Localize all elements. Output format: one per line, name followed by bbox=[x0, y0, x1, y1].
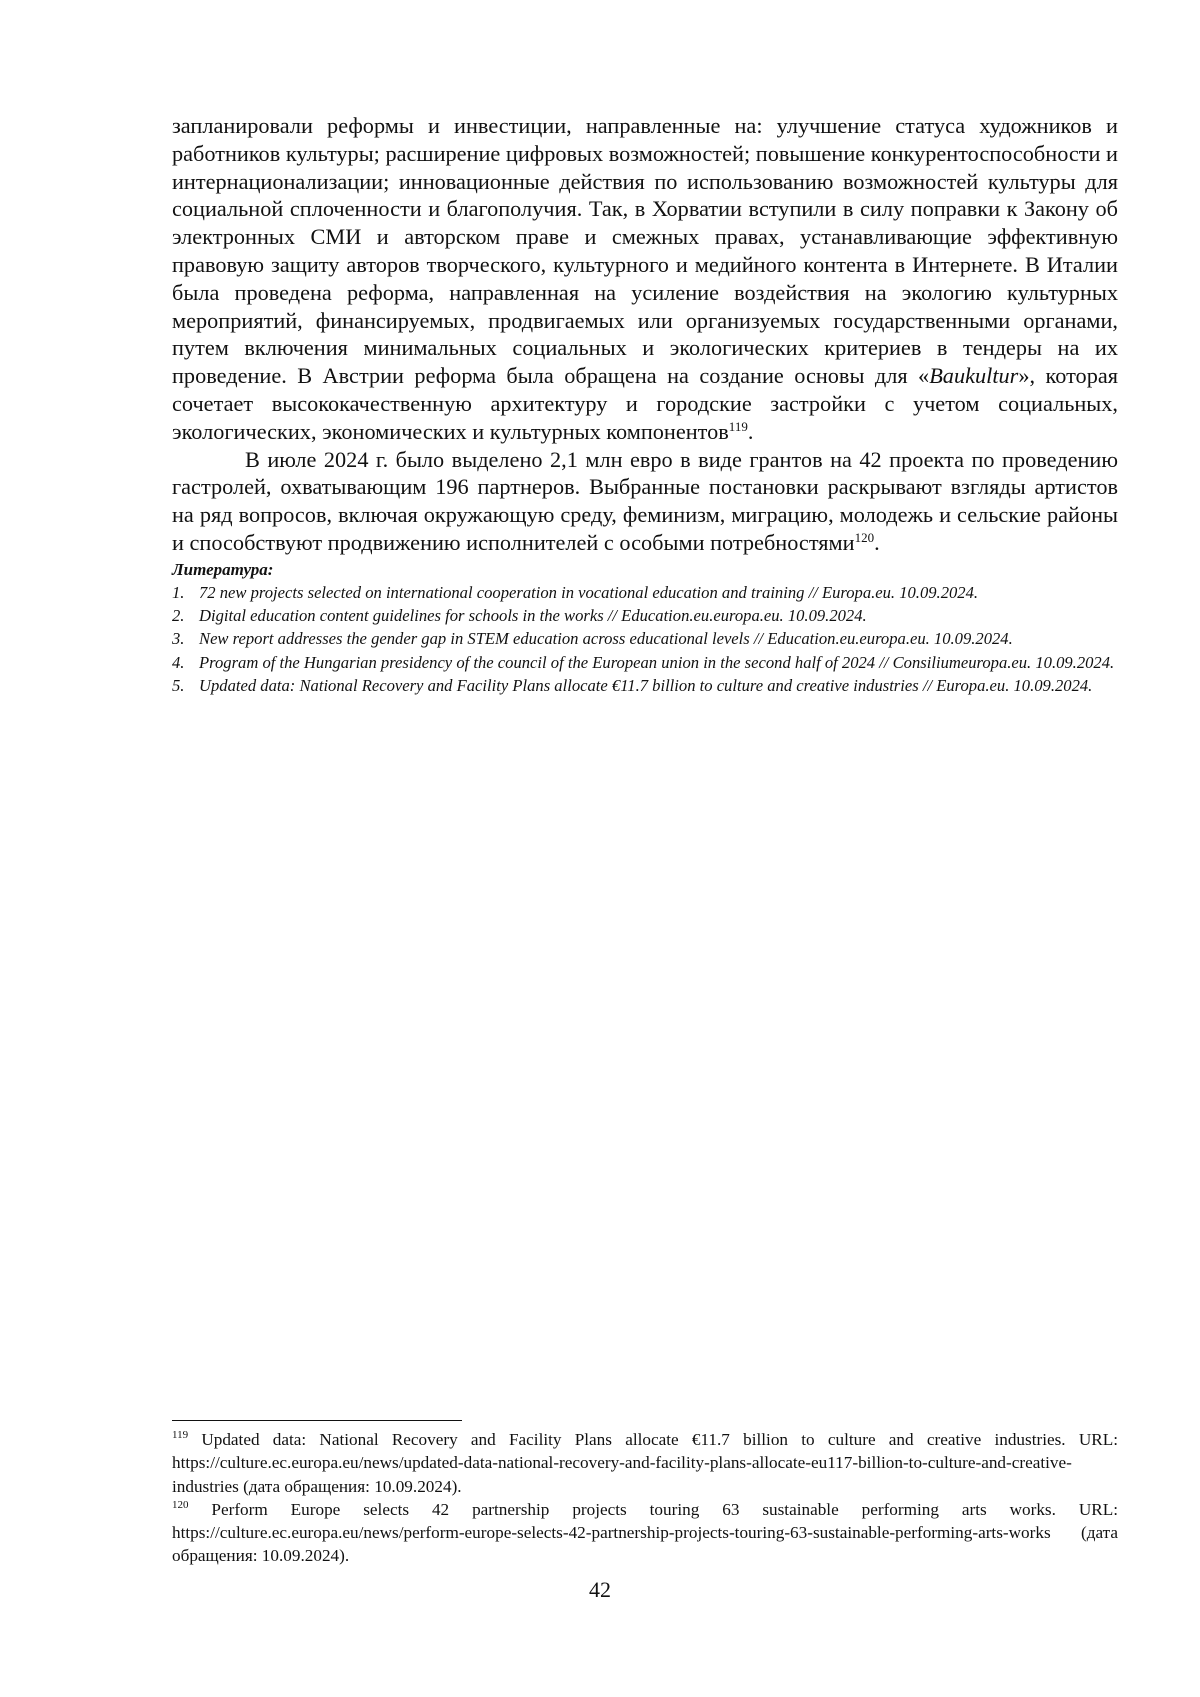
literature-item bbox=[172, 581, 1118, 604]
footnote-text: Perform Europe selects 42 partnership projects touring 63 sustainable performing arts works. URL: https://culture.ec.europa.eu/news/perform-europe-selects-42-partnership-projects-touring-63-sustainable-performing-arts-works (дата обращения: 10.09.2024). bbox=[172, 1499, 1118, 1566]
footnote-number: 120 bbox=[172, 1498, 189, 1511]
footnote-ref-119[interactable]: 119 bbox=[728, 418, 748, 434]
paragraph-1-italic-term: Baukultur bbox=[929, 363, 1019, 389]
paragraph-2-end: . bbox=[874, 529, 880, 555]
literature-item-number: 2. bbox=[172, 606, 185, 626]
literature-item-text: Digital education content guidelines for schools in the works // Education.eu.europa.eu. 10.09.2024. bbox=[199, 606, 867, 626]
literature-item-text: Updated data: National Recovery and Facility Plans allocate €11.7 billion to culture and creative industries // Europa.eu. 10.09.2024. bbox=[199, 675, 1093, 695]
paragraph-1-text-a: запланировали реформы и инвестиции, направленные на: улучшение статуса художников и работников культуры; расширение цифровых возможностей; повышение конкурентоспособности и интернационализации; инновационные действия по использованию возможностей культуры для социальной сплоченности и благополучия. Так, в Хорватии вступили в силу поправки к Закону об электронных СМИ и авторском праве и смежных правах, устанавливающие эффективную правовую защиту авторов творческого, культурного и медийного контента в Интернете. В Италии была проведена реформа, направленная на усиление воздействия на экологию культурных мероприятий, финансируемых, продвигаемых или организуемых государственными органами, путем включения минимальных социальных и экологических критериев в тендеры на их проведение. В Австрии реформа была обращена на создание основы для « bbox=[172, 113, 1118, 389]
literature-heading: Литература: bbox=[172, 559, 274, 579]
paragraph-2-text: В июле 2024 г. было выделено 2,1 млн евро в виде грантов на 42 проекта по проведению гастролей, охватывающим 196 партнеров. Выбранные постановки раскрывают взгляды артистов на ряд вопросов, включая окружающую среду, феминизм, миграцию, молодежь и сельские районы и способствуют продвижению исполнителей с особыми потребностями bbox=[172, 446, 1118, 555]
footnotes bbox=[172, 1428, 1118, 1568]
footnote-119 bbox=[172, 1428, 1118, 1498]
body-paragraph-1 bbox=[172, 112, 1118, 446]
literature-item-text: 72 new projects selected on international cooperation in vocational education and training // Europa.eu. 10.09.2024. bbox=[199, 582, 979, 602]
paragraph-1-end: . bbox=[747, 418, 754, 444]
literature-item-number: 4. bbox=[172, 652, 185, 672]
literature-item bbox=[172, 651, 1118, 674]
footnote-number: 119 bbox=[172, 1429, 189, 1441]
body-paragraph-2 bbox=[172, 446, 1118, 557]
footnote-text: Updated data: National Recovery and Facility Plans allocate €11.7 billion to culture and creative industries. URL: https://culture.ec.europa.eu/news/updated-data-national-recovery-and-facility-plans-allocate-eu117-billion-to-culture-and-creative-industries (дата обращения: 10.09.2024). bbox=[172, 1430, 1118, 1496]
literature-item bbox=[172, 604, 1118, 627]
literature-list bbox=[172, 581, 1118, 697]
footnote-120 bbox=[172, 1498, 1118, 1568]
literature-item bbox=[172, 627, 1118, 650]
literature-item-number: 5. bbox=[172, 675, 185, 695]
footnote-ref-120[interactable]: 120 bbox=[854, 529, 875, 545]
literature-item-number: 1. bbox=[172, 582, 185, 602]
page-body bbox=[172, 112, 1118, 697]
literature-item-number: 3. bbox=[172, 629, 185, 649]
literature-item bbox=[172, 674, 1118, 697]
paragraph-1-text-b: », которая сочетает высококачественную архитектуру и городские застройки с учетом социальных, экологических, экономических и культурных компонентов bbox=[172, 363, 1118, 444]
literature-item-text: New report addresses the gender gap in STEM education across educational levels // Education.eu.europa.eu. 10.09.2024. bbox=[199, 629, 1013, 649]
page-number: 42 bbox=[589, 1577, 611, 1602]
footnote-separator bbox=[172, 1420, 462, 1421]
literature-item-text: Program of the Hungarian presidency of the council of the European union in the second half of 2024 // Consiliumeuropa.eu. 10.09.2024. bbox=[199, 652, 1115, 672]
